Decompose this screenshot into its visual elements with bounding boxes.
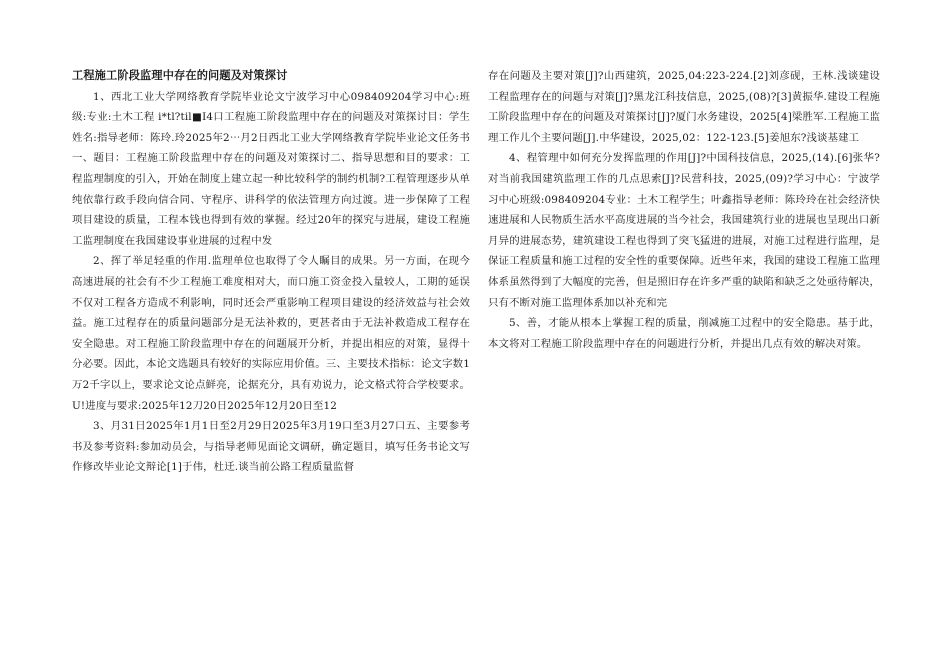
paragraph-5: 5、善，才能从根本上掌握工程的质量，削减施工过程中的安全隐患。基于此，本文将对工程施工阶段监理中存在的问题进行分析，并提出几点有效的解决对策。 — [488, 317, 880, 350]
right-column — [488, 66, 880, 354]
left-column — [72, 66, 470, 478]
paragraph-3: 3、月31日2025年1月1日至2月29日2025年3月19口至3月27口五、主要参考书及参考资料:参加动员会，与指导老师见面论文调研，确定题目，填写任务书论文写作修改毕业论文辩论[1]于伟，杜迁.谈当前公路工程质量监督 — [72, 420, 470, 474]
paragraph-2: 2、挥了举足轻重的作用.监理单位也取得了令人瞩目的成果。另一方面，在现今高速进展的社会有不少工程施工难度相对大，而口施工资金投入量较人，工期的延误不仅对工程各方造成不利影响，同时还会严重影响工程项目建设的经济效益与社会效益。施工过程存在的质量问题部分是无法补救的，更甚者由于无法补救造成工程存在安全隐患。对工程施工阶段监理中存在的问题展开分析，并提出相应的对策，显得十分必要。因此，本论文选题具有较好的实际应用价值。三、主要技术指标：论文字数1万2千字以上，要求论文论点鲜亮，论据充分，具有劝说力，论文格式符合学校要求。U!进度与要求:2025年12刀20日2025年12月20日至12 — [72, 255, 470, 412]
paragraph-4: 4、程管理中如何充分发挥监理的作用[J]?中国科技信息，2025,(14).[6]张华?对当前我国建筑监理工作的几点思索[J]?民营科技，2025,(09)?学习中心：宁波学习中心班级:098409204专业：土木工程学生；叶鑫指导老师：陈玲玲在社会经济快速进展和人民物质生活水平高度进展的当今社会，我国建筑行业的进展也呈现出口新月异的进展态势，建筑建设工程也得到了突飞猛进的进展，对施工过程进行监理，是保证工程质量和施工过程的安全性的重要保障。近些年来，我国的建设工程施工监理体系虽然得到了大幅度的完善，但是照旧存在许多严重的缺陷和缺乏之处亟待解决，只有不断对施工监理体系加以补充和完 — [488, 152, 880, 309]
paragraph-1: 1、西北工业大学网络教育学院毕业论文宁波学习中心098409204学习中心:班级:专业:土木工程 i*tl?til■I4口工程施工阶段监理中存在的问题及对策探讨目：学生姓名:指导老师：陈玲.玲2025年2⋯月2日西北工业大学网络教育学院毕业论文任务书一、题目：工程施工阶段监理中存在的问题及对策探讨二、指导思想和目的要求：工程监理制度的引入，开始在制度上建立起一种比较科学的制约机制?工程管理逐步从单纯依靠行政手段向信合同、守程序、讲科学的依法管理方向过渡。进一步保障了工程项目建设的质量，工程本钱也得到有效的掌握。经过20年的探究与进展，建设工程施工监理制度在我国建设事业进展的过程中发 — [72, 90, 470, 247]
document-title: 工程施工阶段监理中存在的问题及对策探讨 — [72, 69, 288, 82]
paragraph-3-continued: 存在问题及主要对策[J]?山西建筑，2025,04:223-224.[2]刘彦砚，王林.浅谈建设工程监理存在的问题与对策[J]?黑龙江科技信息，2025,(08)?[3]黄振华.建设工程施工阶段监理中存在的问题及对策探讨[J]?厦门水务建设，2025[4]梁胜军.工程施工监理工作儿个主要问题[J].中华建设，2025,02：122-123.[5]姜旭东?浅谈基建工 — [488, 70, 880, 144]
